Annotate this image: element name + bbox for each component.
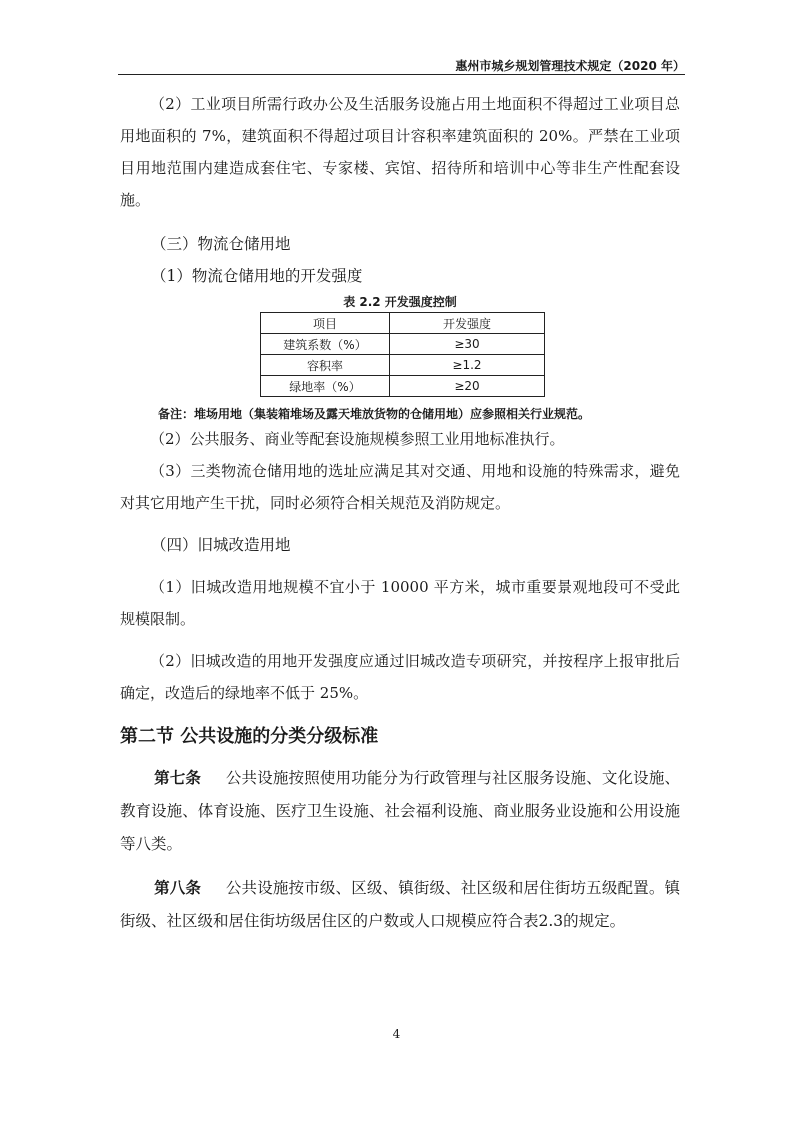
table-cell: 容积率 bbox=[261, 355, 390, 376]
old-city-item-1: （1）旧城改造用地规模不宜小于 10000 平方米，城市重要景观地段可不受此规模限制。 bbox=[120, 578, 680, 628]
article-8-label: 第八条 bbox=[154, 878, 202, 897]
article-7-label: 第七条 bbox=[154, 768, 202, 787]
logistics-item-1: （1）物流仓储用地的开发强度 bbox=[151, 267, 363, 285]
table-cell: ≥20 bbox=[390, 376, 545, 397]
page-body bbox=[120, 88, 680, 938]
running-header: 惠州市城乡规划管理技术规定（2020 年） bbox=[455, 59, 685, 73]
page-number: 4 bbox=[392, 1027, 401, 1041]
industrial-item-2: （2）工业项目所需行政办公及生活服务设施占用土地面积不得超过工业项目总用地面积的 7%，建筑面积不得超过项目计容积率建筑面积的 20%。严禁在工业项目用地范围内建造成套住宅、专家楼、宾馆、招待所和培训中心等非生产性配套设施。 bbox=[120, 95, 680, 209]
table-row bbox=[261, 376, 545, 397]
table-cell: ≥30 bbox=[390, 334, 545, 355]
table-header-row bbox=[261, 313, 545, 334]
article-8 bbox=[120, 871, 680, 938]
table-cell: 建筑系数（%） bbox=[261, 334, 390, 355]
table-header-cell: 开发强度 bbox=[390, 313, 545, 334]
table-note: 备注：堆场用地（集装箱堆场及露天堆放货物的仓储用地）应参照相关行业规范。 bbox=[158, 407, 591, 421]
article-7-text: 公共设施按照使用功能分为行政管理与社区服务设施、文化设施、教育设施、体育设施、医疗卫生设施、社会福利设施、商业服务业设施和公用设施等八类。 bbox=[120, 769, 680, 853]
development-intensity-table bbox=[260, 312, 545, 397]
table-row bbox=[261, 334, 545, 355]
logistics-item-2: （2）公共服务、商业等配套设施规模参照工业用地标准执行。 bbox=[150, 430, 565, 448]
table-caption: 表 2.2 开发强度控制 bbox=[343, 295, 457, 309]
table-row bbox=[261, 355, 545, 376]
logistics-heading: （三）物流仓储用地 bbox=[151, 235, 291, 253]
logistics-item-3: （3）三类物流仓储用地的选址应满足其对交通、用地和设施的特殊需求，避免对其它用地产生干扰，同时必须符合相关规范及消防规定。 bbox=[120, 462, 680, 512]
article-7 bbox=[120, 761, 680, 861]
table-header-cell: 项目 bbox=[261, 313, 390, 334]
section-title: 第二节 公共设施的分类分级标准 bbox=[120, 726, 379, 747]
article-8-text: 公共设施按市级、区级、镇街级、社区级和居住街坊五级配置。镇街级、社区级和居住街坊级居住区的户数或人口规模应符合表2.3的规定。 bbox=[120, 879, 680, 930]
table-cell: ≥1.2 bbox=[390, 355, 545, 376]
table-cell: 绿地率（%） bbox=[261, 376, 390, 397]
header-divider bbox=[118, 74, 685, 75]
old-city-heading: （四）旧城改造用地 bbox=[151, 536, 291, 554]
old-city-item-2: （2）旧城改造的用地开发强度应通过旧城改造专项研究，并按程序上报审批后确定，改造后的绿地率不低于 25%。 bbox=[120, 652, 680, 702]
